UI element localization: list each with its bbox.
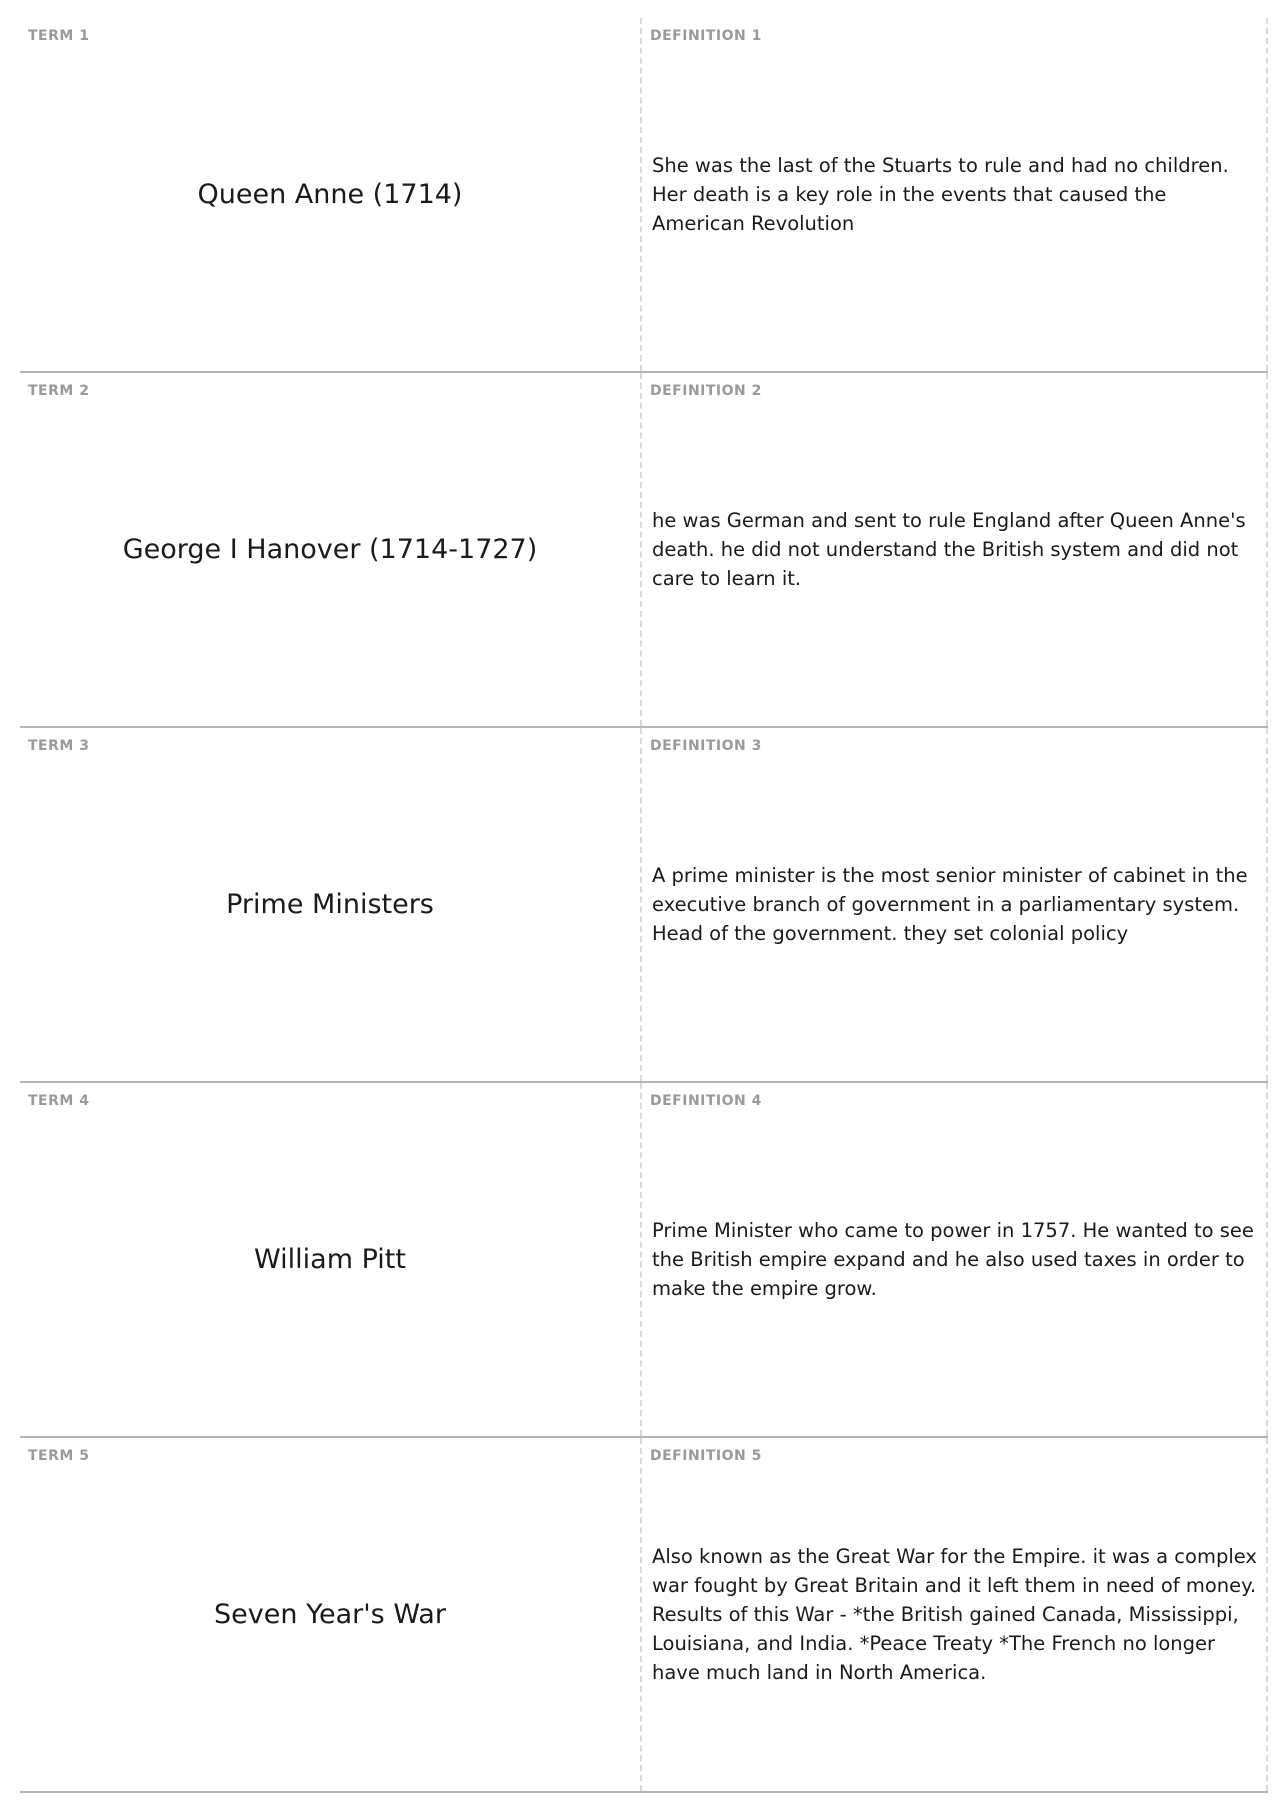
term-cell (20, 1083, 642, 1436)
definition-cell (642, 728, 1268, 1081)
flashcard-row (20, 373, 1268, 728)
term-text: Queen Anne (1714) (197, 179, 463, 210)
definition-text-wrap (652, 1438, 1262, 1791)
term-label: TERM 2 (28, 383, 90, 399)
term-text: George I Hanover (1714-1727) (122, 534, 538, 565)
term-cell (20, 728, 642, 1081)
definition-label: DEFINITION 5 (650, 1448, 762, 1464)
term-label: TERM 3 (28, 738, 90, 754)
definition-label: DEFINITION 3 (650, 738, 762, 754)
flashcard-row (20, 728, 1268, 1083)
definition-cell (642, 373, 1268, 726)
definition-label: DEFINITION 1 (650, 28, 762, 44)
definition-text-wrap (652, 1083, 1262, 1436)
term-cell (20, 373, 642, 726)
term-cell (20, 1438, 642, 1791)
definition-label: DEFINITION 4 (650, 1093, 762, 1109)
term-text: Seven Year's War (214, 1599, 446, 1630)
definition-cell (642, 1438, 1268, 1791)
definition-cell (642, 1083, 1268, 1436)
flashcard-sheet (20, 18, 1268, 1793)
definition-cell (642, 18, 1268, 371)
definition-text-wrap (652, 373, 1262, 726)
term-label: TERM 1 (28, 28, 90, 44)
definition-text-wrap (652, 728, 1262, 1081)
term-label: TERM 5 (28, 1448, 90, 1464)
flashcard-row (20, 1438, 1268, 1793)
term-text: William Pitt (254, 1244, 406, 1275)
term-text: Prime Ministers (226, 889, 434, 920)
term-label: TERM 4 (28, 1093, 90, 1109)
definition-text: She was the last of the Stuarts to rule and had no children. Her death is a key role in the events that caused the American Revolution (652, 154, 1229, 235)
definition-text: Prime Minister who came to power in 1757. He wanted to see the British empire expand and he also used taxes in order to make the empire grow. (652, 1219, 1254, 1300)
definition-label: DEFINITION 2 (650, 383, 762, 399)
definition-text: A prime minister is the most senior minister of cabinet in the executive branch of government in a parliamentary system. Head of the government. they set colonial policy (652, 864, 1248, 945)
flashcard-row (20, 1083, 1268, 1438)
definition-text: Also known as the Great War for the Empire. it was a complex war fought by Great Britain and it left them in need of money. Results of this War - *the British gained Canada, Mississippi, Louisiana, and India. *Peace Treaty *The French no longer have much land in North America. (652, 1545, 1257, 1684)
flashcard-row (20, 18, 1268, 373)
term-cell (20, 18, 642, 371)
definition-text-wrap (652, 18, 1262, 371)
definition-text: he was German and sent to rule England after Queen Anne's death. he did not understand the British system and did not care to learn it. (652, 509, 1246, 590)
